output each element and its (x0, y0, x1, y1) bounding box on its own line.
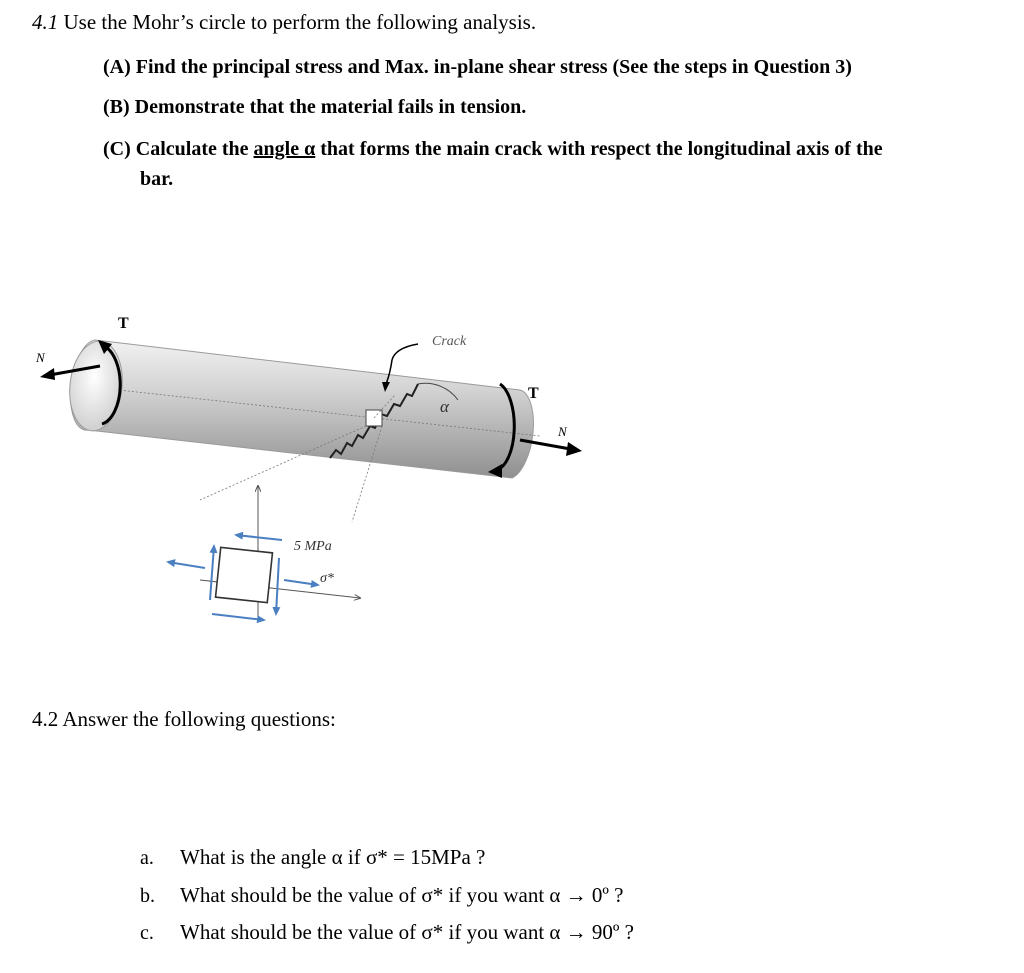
item-c-pre: (C) Calculate the (103, 138, 254, 160)
item-b: (B) Demonstrate that the material fails in tension. (103, 96, 527, 118)
item-a: (A) Find the principal stress and Max. in-plane shear stress (See the steps in Question 3) (103, 56, 852, 78)
question-text: What is the angle α if σ* = 15MPa ? (180, 845, 486, 869)
label-alpha: α (440, 397, 449, 416)
stress-element (168, 486, 360, 620)
label-n-right: N (558, 424, 567, 439)
item-c-continuation: bar. (140, 168, 174, 190)
question-label: c. (140, 922, 154, 944)
question-text: What should be the value of σ* if you want α → 0º ? (180, 883, 624, 907)
label-stress: 5 MPa (294, 539, 332, 554)
section-4-1-heading (32, 10, 536, 35)
question-a (140, 845, 486, 870)
normal-arrow-left (168, 562, 205, 568)
item-c-underlined: angle α (253, 138, 316, 160)
axial-force-right-arrowhead (566, 442, 582, 456)
item-c-post: that forms the main crack with respect the longitudinal axis of the (315, 138, 883, 160)
label-crack: Crack (432, 334, 467, 349)
question-b (140, 883, 624, 908)
label-n-left: N (36, 350, 45, 365)
shear-arrow-right (276, 558, 279, 614)
question-label: b. (140, 885, 155, 907)
label-t-right: T (528, 385, 539, 402)
shear-arrow-top (236, 535, 282, 540)
section-number: 4.1 (32, 10, 59, 34)
shear-arrow-bottom (212, 614, 264, 620)
bar-body (71, 340, 534, 478)
label-t-left: T (118, 315, 129, 332)
normal-arrow-right (284, 580, 318, 585)
item-c (103, 138, 883, 161)
section-title: Use the Mohr’s circle to perform the following analysis. (63, 10, 537, 34)
shear-arrow-left (210, 546, 214, 600)
question-c (140, 920, 634, 945)
label-sigma-star: σ* (320, 571, 334, 586)
axial-force-left-arrowhead (40, 368, 55, 380)
element-square (216, 547, 273, 602)
section-4-2-heading: 4.2 Answer the following questions: (32, 707, 336, 731)
question-label: a. (140, 847, 154, 869)
bar-figure (0, 300, 620, 640)
question-text: What should be the value of σ* if you want α → 90º ? (180, 920, 634, 944)
